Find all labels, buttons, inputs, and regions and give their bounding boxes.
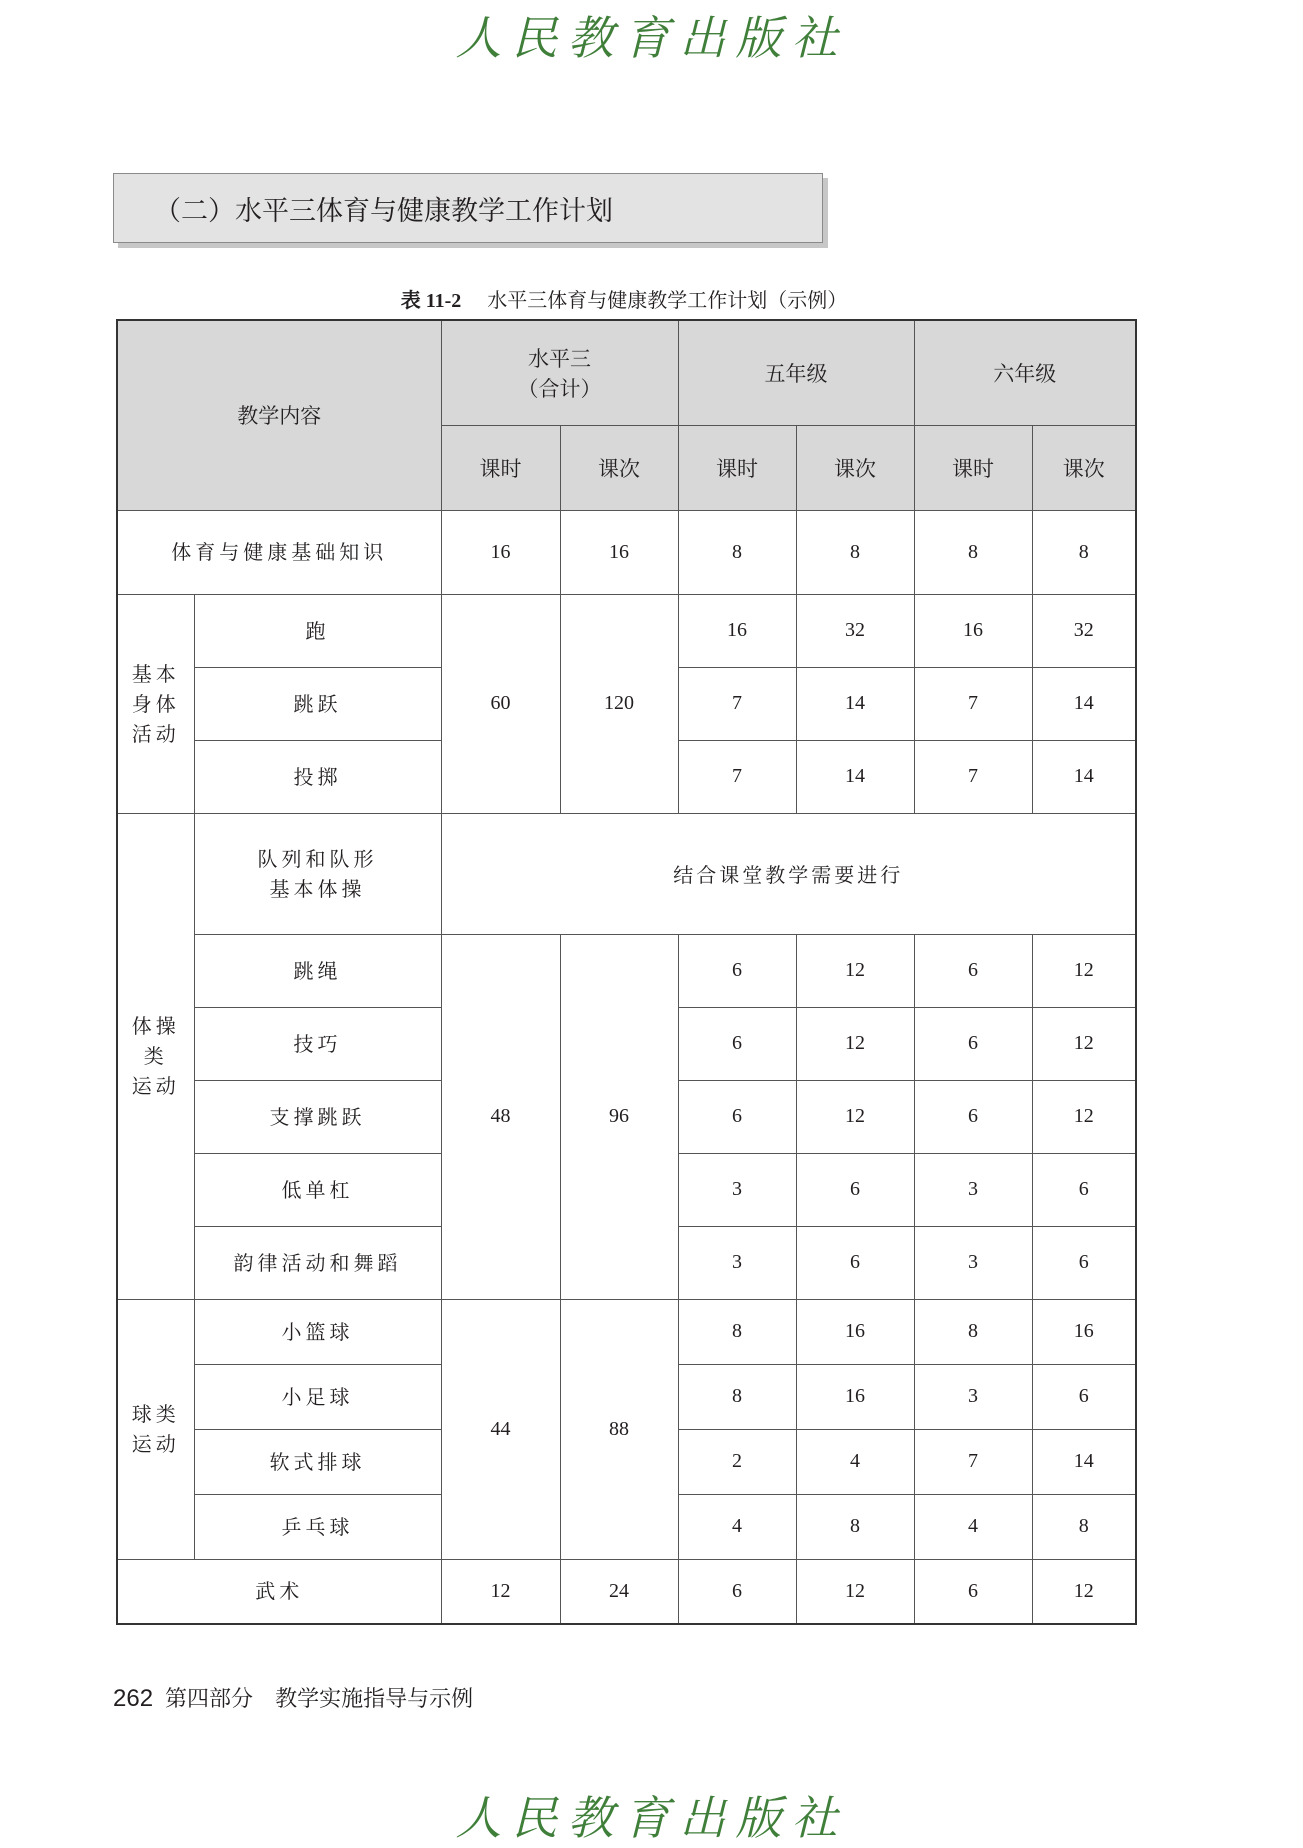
formation-line: 基本体操	[269, 876, 366, 901]
footer-title: 教学实施指导与示例	[275, 1687, 474, 1712]
row-label: 跳绳	[194, 934, 441, 1007]
cell-total-lessons: 16	[560, 510, 678, 594]
cell-g5-lessons: 4	[796, 1429, 914, 1494]
cell-g5-hours: 3	[678, 1226, 796, 1299]
cell-g5-lessons: 16	[796, 1364, 914, 1429]
publisher-logo-bottom: 人民教育出版社	[455, 1791, 848, 1845]
category-line: 类	[143, 1044, 168, 1068]
cell-g6-hours: 6	[914, 1559, 1032, 1624]
page-number: 262	[113, 1685, 154, 1712]
cell-g6-lessons: 6	[1032, 1226, 1136, 1299]
cell-g5-hours: 8	[678, 1364, 796, 1429]
cell-g6-lessons: 6	[1032, 1364, 1136, 1429]
category-line: 基本	[131, 661, 180, 686]
table-row	[117, 1559, 1136, 1624]
cell-total-lessons: 24	[560, 1559, 678, 1624]
header-g6-lessons: 课次	[1032, 425, 1136, 510]
cell-g6-lessons: 12	[1032, 1007, 1136, 1080]
row-label: 体育与健康基础知识	[117, 510, 441, 594]
cell-total-hours: 48	[441, 934, 560, 1299]
cell-g5-hours: 16	[678, 594, 796, 667]
cell-g5-lessons: 12	[796, 1007, 914, 1080]
cell-g6-hours: 8	[914, 510, 1032, 594]
header-level3-line2: （合计）	[517, 376, 602, 401]
category-ball	[117, 1299, 194, 1559]
cell-g5-lessons: 6	[796, 1153, 914, 1226]
cell-g5-hours: 6	[678, 1080, 796, 1153]
cell-g6-hours: 4	[914, 1494, 1032, 1559]
header-content: 教学内容	[117, 320, 441, 510]
footer-part: 第四部分	[165, 1687, 254, 1712]
cell-g5-hours: 3	[678, 1153, 796, 1226]
cell-g5-hours: 8	[678, 510, 796, 594]
cell-g5-lessons: 14	[796, 667, 914, 740]
formation-note: 结合课堂教学需要进行	[441, 813, 1136, 934]
cell-g5-lessons: 8	[796, 1494, 914, 1559]
formation-line: 队列和队形	[257, 846, 378, 871]
cell-g5-lessons: 16	[796, 1299, 914, 1364]
cell-g5-hours: 2	[678, 1429, 796, 1494]
table-row	[117, 594, 1136, 667]
table-caption	[113, 284, 1135, 313]
row-label: 武术	[117, 1559, 441, 1624]
publisher-logo-top: 人民教育出版社	[455, 11, 848, 65]
row-label: 跑	[194, 594, 441, 667]
section-heading	[113, 173, 823, 243]
cell-g6-lessons: 8	[1032, 1494, 1136, 1559]
category-basic	[117, 594, 194, 813]
table-row	[117, 934, 1136, 1007]
cell-g5-hours: 7	[678, 667, 796, 740]
row-label: 乒乓球	[194, 1494, 441, 1559]
cell-total-lessons: 96	[560, 934, 678, 1299]
cell-total-hours: 60	[441, 594, 560, 813]
table-row	[117, 813, 1136, 934]
row-label-formation	[194, 813, 441, 934]
cell-g5-hours: 4	[678, 1494, 796, 1559]
cell-g6-hours: 7	[914, 1429, 1032, 1494]
cell-g6-lessons: 12	[1032, 1080, 1136, 1153]
cell-g5-lessons: 14	[796, 740, 914, 813]
category-line: 运动	[131, 1074, 180, 1098]
cell-g5-lessons: 32	[796, 594, 914, 667]
cell-g6-lessons: 12	[1032, 1559, 1136, 1624]
cell-g6-lessons: 14	[1032, 1429, 1136, 1494]
table-row	[117, 1299, 1136, 1364]
cell-total-hours: 12	[441, 1559, 560, 1624]
cell-g6-hours: 16	[914, 594, 1032, 667]
header-g6-hours: 课时	[914, 425, 1032, 510]
category-line: 球类	[131, 1402, 180, 1426]
category-gymnastics	[117, 813, 194, 1299]
cell-g6-lessons: 14	[1032, 667, 1136, 740]
cell-g5-hours: 7	[678, 740, 796, 813]
cell-g6-hours: 6	[914, 1007, 1032, 1080]
header-grade5: 五年级	[678, 320, 914, 425]
row-label: 软式排球	[194, 1429, 441, 1494]
cell-g6-lessons: 6	[1032, 1153, 1136, 1226]
cell-total-hours: 16	[441, 510, 560, 594]
header-row-1	[117, 320, 1136, 425]
row-label: 低单杠	[194, 1153, 441, 1226]
cell-total-lessons: 88	[560, 1299, 678, 1559]
teaching-plan-table	[116, 319, 1137, 1625]
page-footer	[113, 1682, 473, 1713]
cell-g5-lessons: 12	[796, 1080, 914, 1153]
header-total-hours: 课时	[441, 425, 560, 510]
cell-g6-hours: 3	[914, 1226, 1032, 1299]
row-label: 跳跃	[194, 667, 441, 740]
section-heading-text: （二）水平三体育与健康教学工作计划	[154, 195, 613, 227]
cell-g6-hours: 8	[914, 1299, 1032, 1364]
row-label: 投掷	[194, 740, 441, 813]
category-line: 身体	[131, 691, 180, 716]
cell-g6-lessons: 16	[1032, 1299, 1136, 1364]
table-caption-title: 水平三体育与健康教学工作计划（示例）	[487, 288, 848, 312]
row-label: 韵律活动和舞蹈	[194, 1226, 441, 1299]
header-g5-hours: 课时	[678, 425, 796, 510]
row-label: 小篮球	[194, 1299, 441, 1364]
header-level3	[441, 320, 678, 425]
cell-g6-hours: 3	[914, 1153, 1032, 1226]
cell-total-lessons: 120	[560, 594, 678, 813]
cell-g5-hours: 8	[678, 1299, 796, 1364]
header-total-lessons: 课次	[560, 425, 678, 510]
header-level3-line1: 水平三	[528, 346, 591, 371]
category-line: 活动	[131, 721, 180, 746]
category-line: 体操	[131, 1014, 180, 1038]
cell-g6-lessons: 14	[1032, 740, 1136, 813]
cell-g6-lessons: 32	[1032, 594, 1136, 667]
cell-g6-hours: 7	[914, 740, 1032, 813]
cell-g6-lessons: 8	[1032, 510, 1136, 594]
row-label: 支撑跳跃	[194, 1080, 441, 1153]
table-caption-number: 表 11-2	[400, 290, 462, 312]
cell-g5-lessons: 12	[796, 1559, 914, 1624]
cell-total-hours: 44	[441, 1299, 560, 1559]
row-label: 技巧	[194, 1007, 441, 1080]
cell-g6-hours: 3	[914, 1364, 1032, 1429]
cell-g5-lessons: 8	[796, 510, 914, 594]
cell-g6-lessons: 12	[1032, 934, 1136, 1007]
cell-g5-hours: 6	[678, 1007, 796, 1080]
cell-g5-lessons: 12	[796, 934, 914, 1007]
category-line: 运动	[131, 1432, 180, 1456]
cell-g6-hours: 7	[914, 667, 1032, 740]
table-row	[117, 510, 1136, 594]
header-grade6: 六年级	[914, 320, 1136, 425]
cell-g5-lessons: 6	[796, 1226, 914, 1299]
cell-g5-hours: 6	[678, 934, 796, 1007]
row-label: 小足球	[194, 1364, 441, 1429]
cell-g6-hours: 6	[914, 934, 1032, 1007]
cell-g5-hours: 6	[678, 1559, 796, 1624]
cell-g6-hours: 6	[914, 1080, 1032, 1153]
header-g5-lessons: 课次	[796, 425, 914, 510]
